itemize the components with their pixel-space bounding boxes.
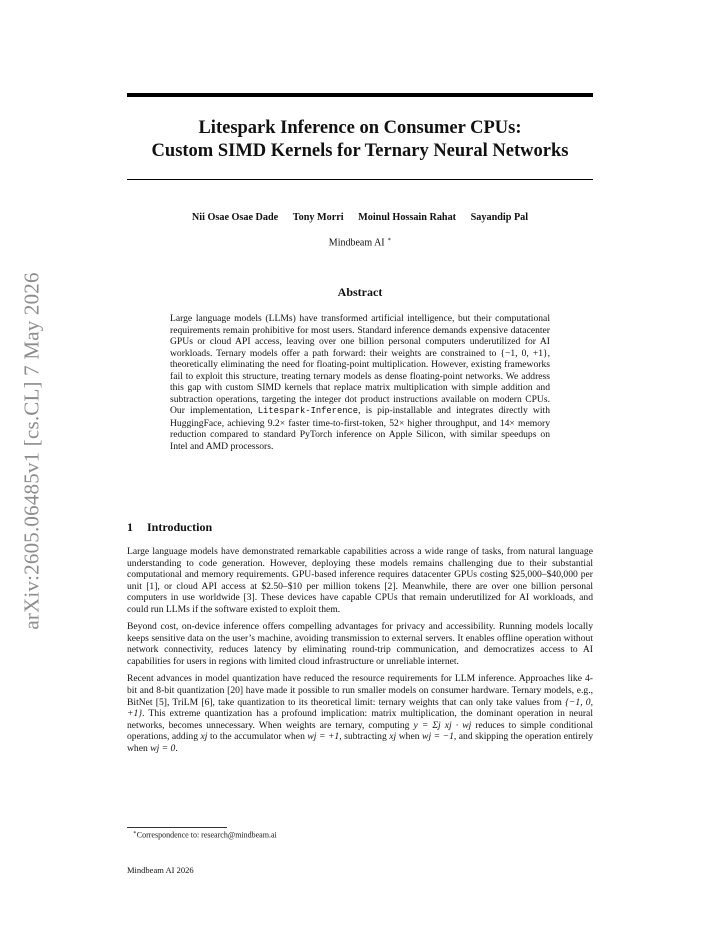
affiliation-name: Mindbeam AI — [328, 237, 385, 249]
math-xj: xj — [200, 731, 208, 743]
dot-product-formula: y = Σj xj · wj — [413, 719, 472, 731]
paragraph-3-text: to the accumulator when — [207, 731, 308, 743]
paragraph-3-text: . — [175, 742, 178, 754]
ternary-set: {−1, 0, +1} — [127, 696, 593, 720]
paragraph-2: Beyond cost, on-device inference offers compelling advantages for privacy and accessibility. Running models locally keeps sensitive data on the user’s machine, avoiding transmission to external servers. It enables offline operation without network connectivity, reduces latency by eliminating round-trip communication, and democratizes access to AI capabilities for users in regions with limited cloud infrastructure or unreliable internet. — [127, 621, 593, 667]
abstract-text — [170, 313, 550, 453]
author-name: Tony Morri — [292, 212, 344, 223]
title-bottom-rule — [127, 179, 593, 180]
footnote-mark: ∗ — [133, 830, 137, 836]
arxiv-identifier — [12, 262, 52, 640]
paragraph-3-text: when — [396, 731, 423, 743]
author-name: Nii Osae Osae Dade — [191, 212, 279, 223]
section-number: 1 — [127, 520, 133, 534]
author-name: Sayandip Pal — [470, 212, 529, 223]
footnote-text: Correspondence to: research@mindbeam.ai — [136, 830, 277, 840]
paragraph-3-text: reduces to simple conditional operations, adding — [127, 719, 593, 743]
title-line-1: Litespark Inference on Consumer CPUs: — [198, 118, 522, 138]
paragraph-3-text: Recent advances in model quantization have reduced the resource requirements for LLM inference. Approaches like 4-bit and 8-bit quantization [20] have made it possible to run smaller models on consumer hardware. Ternary models, e.g., BitNet [5], TriLM [6], take quantization to its theoretical limit: ternary weights that can only take values from — [127, 673, 593, 708]
section-title: Introduction — [147, 520, 213, 534]
condition-zero: wj = 0 — [150, 742, 176, 754]
paper-title — [127, 117, 593, 163]
title-line-2: Custom SIMD Kernels for Ternary Neural Networks — [151, 141, 569, 161]
abstract-part-2: , is pip-installable and integrates directly with HuggingFace, achieving 9.2× faster time-to-first-token, 52× higher throughput, and 14× memory reduction compared to standard PyTorch inference on Apple Silicon, with similar speedups on Intel and AMD processors. — [170, 405, 550, 453]
paragraph-3 — [127, 673, 593, 754]
arxiv-identifier-text: arXiv:2605.06485v1 [cs.CL] 7 May 2026 — [19, 272, 44, 630]
paragraph-3-text: , subtracting — [339, 731, 390, 743]
condition-plus-one: wj = +1 — [307, 731, 340, 743]
section-body — [127, 546, 593, 760]
math-xj: xj — [389, 731, 397, 743]
affiliation — [127, 236, 593, 248]
paragraph-3-text: , and skipping the operation entirely when — [127, 731, 594, 754]
paragraph-3-text: . This extreme quantization has a profound implication: matrix multiplication, the dominant operation in neural networks, becomes unnecessary. When weights are ternary, computing — [127, 708, 593, 731]
footnote — [133, 830, 277, 840]
condition-minus-one: wj = −1 — [422, 731, 454, 743]
author-name: Moinul Hossain Rahat — [358, 212, 457, 223]
page-footer: Mindbeam AI 2026 — [127, 865, 194, 875]
abstract-part-1: Large language models (LLMs) have transformed artificial intelligence, but their computational requirements remain prohibitive for most users. Standard inference demands expensive datacenter GPUs or cloud API access, leaving over one billion personal computers underutilized for AI workloads. Ternary models offer a path forward: their weights are constrained to {−1, 0, +1}, theoretically eliminating the need for floating-point multiplication. However, existing frameworks fail to exploit this structure, treating ternary models as dense floating-point networks. We address this gap with custom SIMD kernels that replace matrix multiplication with simple addition and subtraction operations, targeting the integer dot product instructions available on modern CPUs. Our implementation, — [170, 313, 550, 417]
author-list — [127, 212, 593, 223]
section-heading — [127, 520, 212, 535]
footnote-rule — [127, 827, 227, 828]
package-name: Litespark-Inference — [257, 406, 359, 417]
paragraph-1: Large language models have demonstrated remarkable capabilities across a wide range of tasks, from natural language understanding to code generation. However, deploying these models remains challenging due to their substantial computational and memory requirements. GPU-based inference requires datacenter GPUs costing $25,000–$40,000 per unit [1], or cloud API access at $2.50–$10 per million tokens [2]. Meanwhile, there are over one billion personal computers in use worldwide [3]. These devices have capable CPUs that remain underutilized for AI workloads, and could run LLMs if the software existed to exploit them. — [127, 546, 593, 615]
affiliation-footnote-mark: ∗ — [387, 237, 392, 243]
abstract-heading: Abstract — [337, 285, 383, 299]
title-top-rule — [127, 93, 593, 97]
